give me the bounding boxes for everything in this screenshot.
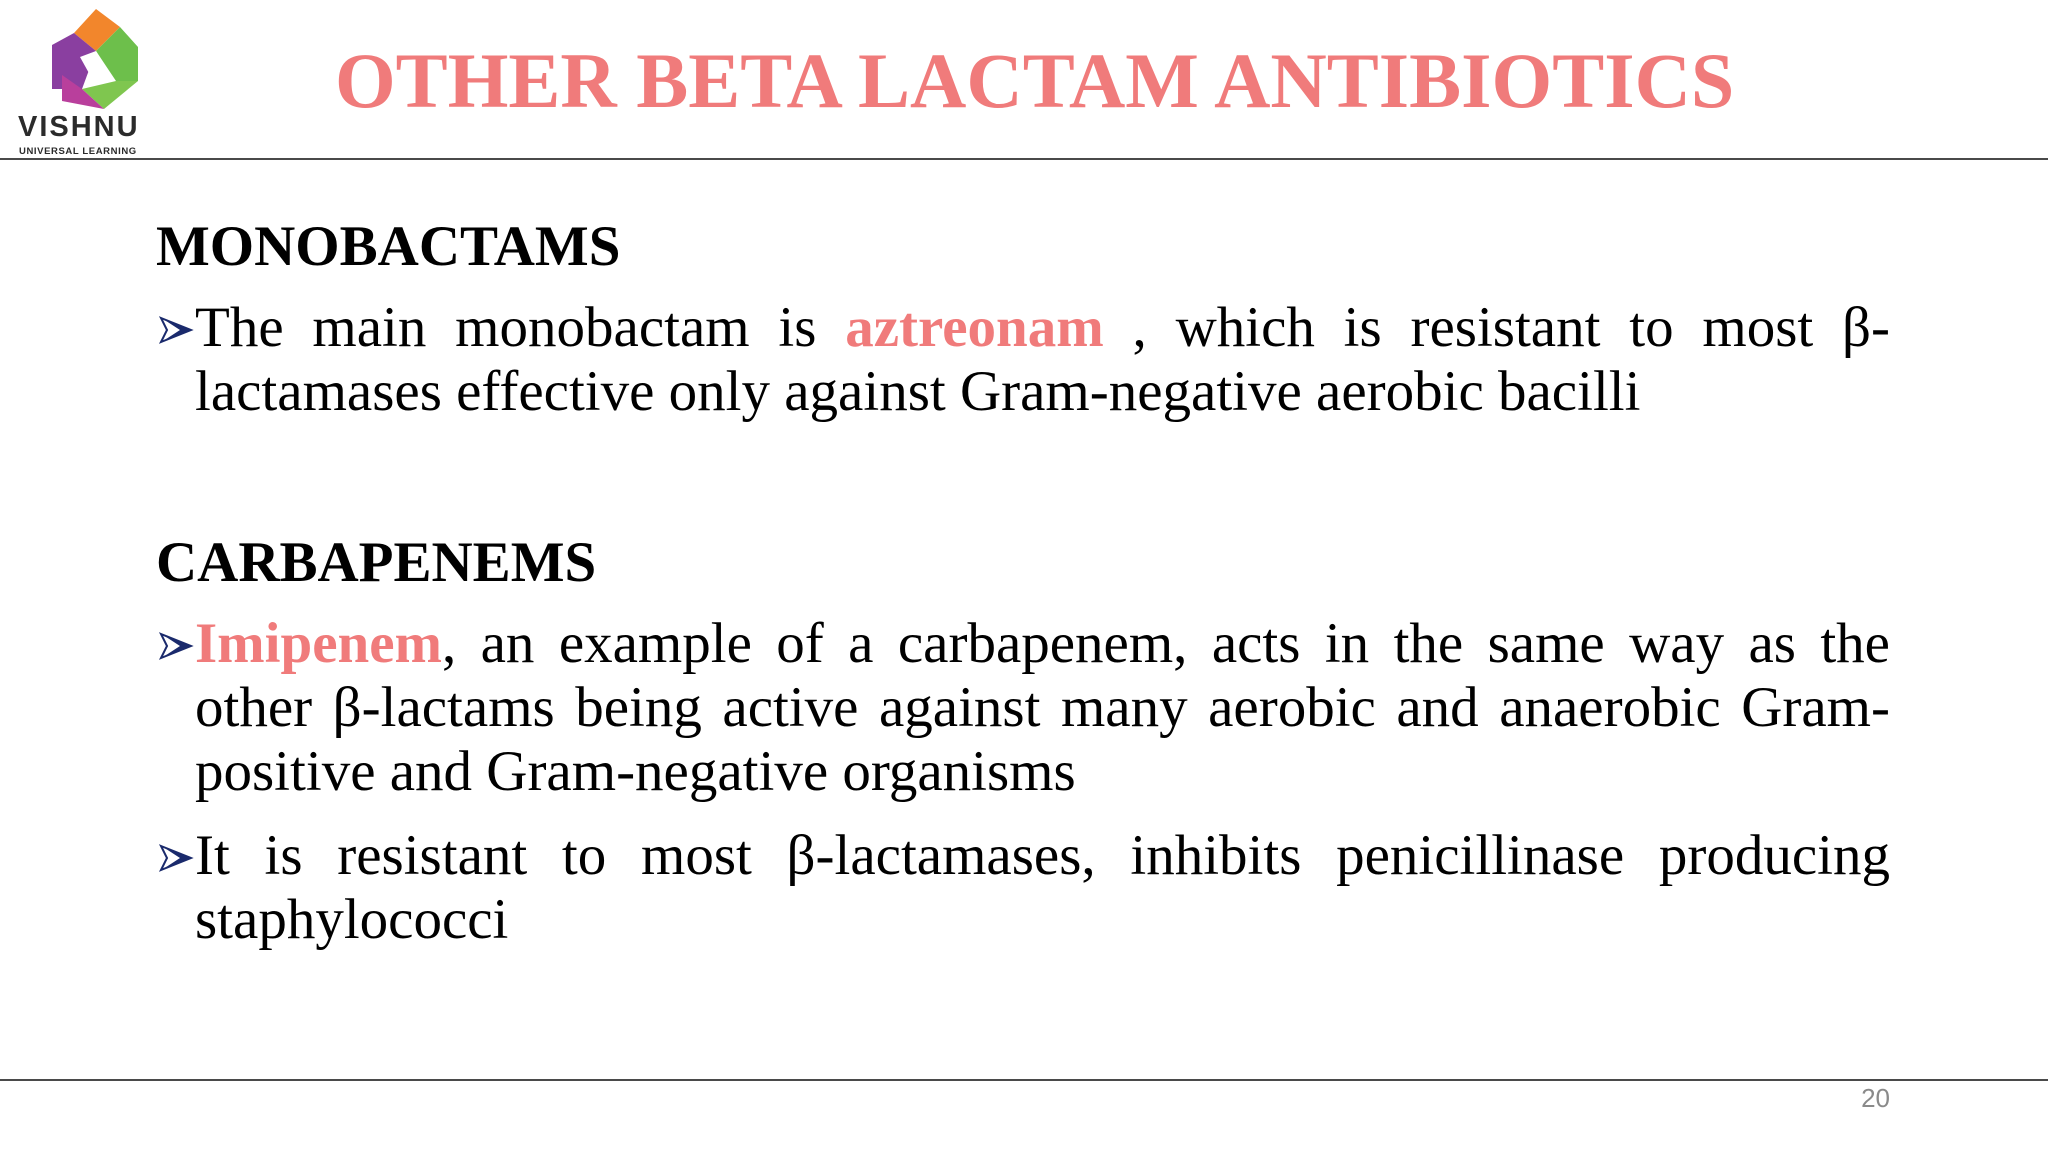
- section-heading-carbapenems: CARBAPENEMS: [156, 531, 597, 594]
- logo-tagline: UNIVERSAL LEARNING: [19, 146, 137, 157]
- bullet-text: , an example of a carbapenem, acts in the same way as the other β-lactams being active against many aerobic and anaerobic Gram-positive and Gram-negative organisms: [195, 612, 1890, 803]
- page-number: 20: [1861, 1083, 1890, 1113]
- footer-divider: [0, 1079, 2048, 1081]
- bullet-text: The main monobactam is: [195, 296, 846, 359]
- header-divider: [0, 158, 2048, 160]
- bullet-imipenem: [156, 612, 1890, 804]
- page-title: OTHER BETA LACTAM ANTIBIOTICS: [335, 37, 1735, 124]
- arrow-bullet-icon: [158, 843, 194, 873]
- highlight-imipenem: Imipenem: [195, 612, 442, 675]
- arrow-bullet-icon: [158, 315, 194, 345]
- highlight-aztreonam: aztreonam: [845, 296, 1104, 359]
- bullet-aztreonam: [156, 296, 1890, 424]
- vishnu-logo: [14, 5, 160, 155]
- bullet-text: It is resistant to most β-lactamases, inhibits penicillinase producing staphylococci: [195, 824, 1890, 951]
- bullet-resistance: [156, 824, 1890, 952]
- slide-content: [156, 210, 1890, 952]
- logo-name: VISHNU: [18, 111, 140, 143]
- section-heading-monobactams: MONOBACTAMS: [156, 215, 621, 278]
- bullet-text: , which is resistant to most β-lactamases effective only against Gram-negative aerobic bacilli: [195, 296, 1891, 423]
- vishnu-logo-icon: [34, 5, 146, 113]
- arrow-bullet-icon: [158, 631, 194, 661]
